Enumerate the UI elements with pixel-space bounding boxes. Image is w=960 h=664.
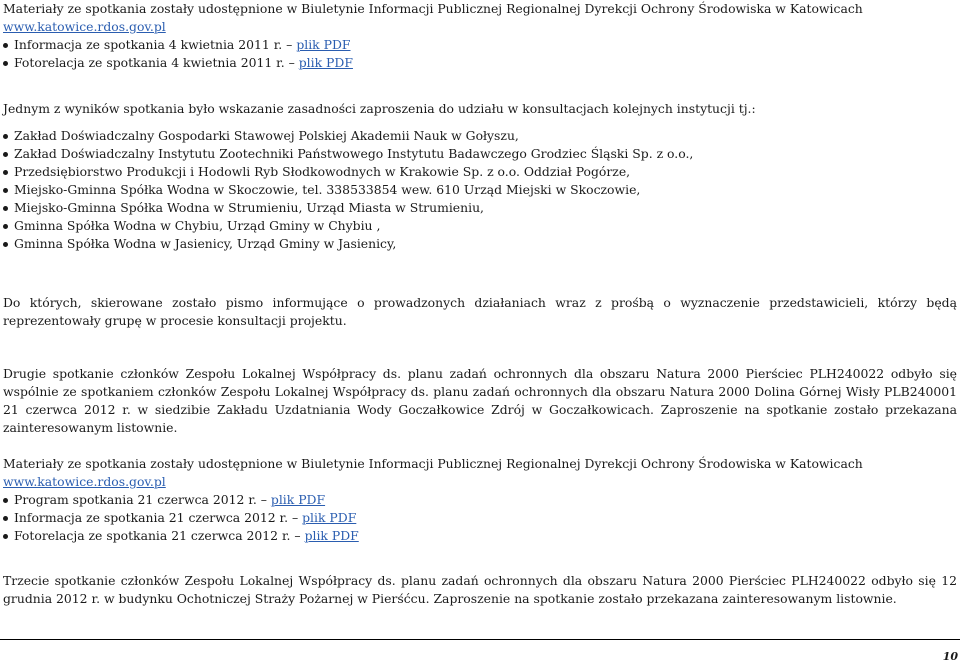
second-meeting-paragraph: Drugie spotkanie członków Zespołu Lokalnej Współpracy ds. planu zadań ochronnych dla obszaru Natura 2000 Pierściec PLH240022 odbyło się wspólnie ze spotkaniem członków Zespołu Lokalnej Współpracy ds. planu zadań ochronnych dla obszaru Natura 2000 Dolina Górnej Wisły PLB240001 21 czerwca 2012 r. w siedzibie Zakładu Uzdatniania Wody Goczałkowice Zdrój w Goczałkowicach. Zaproszenie na spotkanie zostało przekazana zainteresowanym listownie.	[3, 366, 957, 435]
page-number: 10	[942, 650, 958, 663]
list-item: Informacja ze spotkania 4 kwietnia 2011 r. – plik PDF	[3, 36, 957, 54]
list-item: Zakład Doświadczalny Instytutu Zootechniki Państwowego Instytutu Badawczego Grodziec Śląski Sp. z o.o.,	[3, 145, 957, 163]
materials-block-2012	[3, 455, 957, 545]
materials-intro-2011: Materiały ze spotkania zostały udostępnione w Biuletynie Informacji Publicznej Regionalnej Dyrekcji Ochrony Środowiska w Katowicach www.katowice.rdos.gov.pl	[3, 1, 863, 34]
list-item: Program spotkania 21 czerwca 2012 r. – plik PDF	[3, 491, 957, 509]
footer-divider	[0, 639, 960, 640]
list-item: Fotorelacja ze spotkania 21 czerwca 2012 r. – plik PDF	[3, 527, 957, 545]
list-item: Zakład Doświadczalny Gospodarki Stawowej Polskiej Akademii Nauk w Gołyszu,	[3, 127, 957, 145]
pdf-link[interactable]: plik PDF	[296, 37, 351, 52]
list-item: Gminna Spółka Wodna w Jasienicy, Urząd Gminy w Jasienicy,	[3, 235, 957, 253]
materials-list-2012	[3, 491, 957, 545]
materials-block-2011	[3, 0, 957, 72]
materials-intro-2012: Materiały ze spotkania zostały udostępnione w Biuletynie Informacji Publicznej Regionalnej Dyrekcji Ochrony Środowiska w Katowicach www.katowice.rdos.gov.pl	[3, 456, 863, 489]
pdf-link[interactable]: plik PDF	[304, 528, 359, 543]
pdf-link[interactable]: plik PDF	[270, 492, 326, 507]
list-item: Fotorelacja ze spotkania 4 kwietnia 2011 r. – plik PDF	[3, 54, 957, 72]
rdos-link[interactable]: www.katowice.rdos.gov.pl	[3, 474, 166, 489]
list-item: Miejsko-Gminna Spółka Wodna w Strumieniu, Urząd Miasta w Strumieniu,	[3, 199, 957, 217]
list-item: Informacja ze spotkania 21 czerwca 2012 r. – plik PDF	[3, 509, 957, 527]
list-item: Miejsko-Gminna Spółka Wodna w Skoczowie, tel. 338533854 wew. 610 Urząd Miejski w Skoczowie,	[3, 181, 957, 199]
materials-list-2011	[3, 36, 957, 72]
institutions-intro: Jednym z wyników spotkania było wskazanie zasadności zaproszenia do udziału w konsultacjach kolejnych instytucji tj.:	[3, 101, 756, 116]
pdf-link[interactable]: plik PDF	[302, 510, 357, 525]
rdos-link[interactable]: www.katowice.rdos.gov.pl	[3, 19, 166, 34]
list-item: Gminna Spółka Wodna w Chybiu, Urząd Gminy w Chybiu ,	[3, 217, 957, 235]
third-meeting-paragraph: Trzecie spotkanie członków Zespołu Lokalnej Współpracy ds. planu zadań ochronnych dla obszaru Natura 2000 Pierściec PLH240022 odbyło się 12 grudnia 2012 r. w budynku Ochotniczej Straży Pożarnej w Pierśćcu. Zaproszenie na spotkanie zostało przekazana zainteresowanym listownie.	[3, 573, 957, 606]
institutions-block	[3, 100, 957, 118]
letter-paragraph: Do których, skierowane zostało pismo informujące o prowadzonych działaniach wraz z prośbą o wyznaczenie przedstawicieli, którzy będą reprezentowały grupę w procesie konsultacji projektu.	[3, 295, 957, 328]
pdf-link[interactable]: plik PDF	[298, 55, 353, 70]
list-item: Przedsiębiorstwo Produkcji i Hodowli Ryb Słodkowodnych w Krakowie Sp. z o.o. Oddział Pogórze,	[3, 163, 957, 181]
institutions-list	[3, 127, 957, 253]
